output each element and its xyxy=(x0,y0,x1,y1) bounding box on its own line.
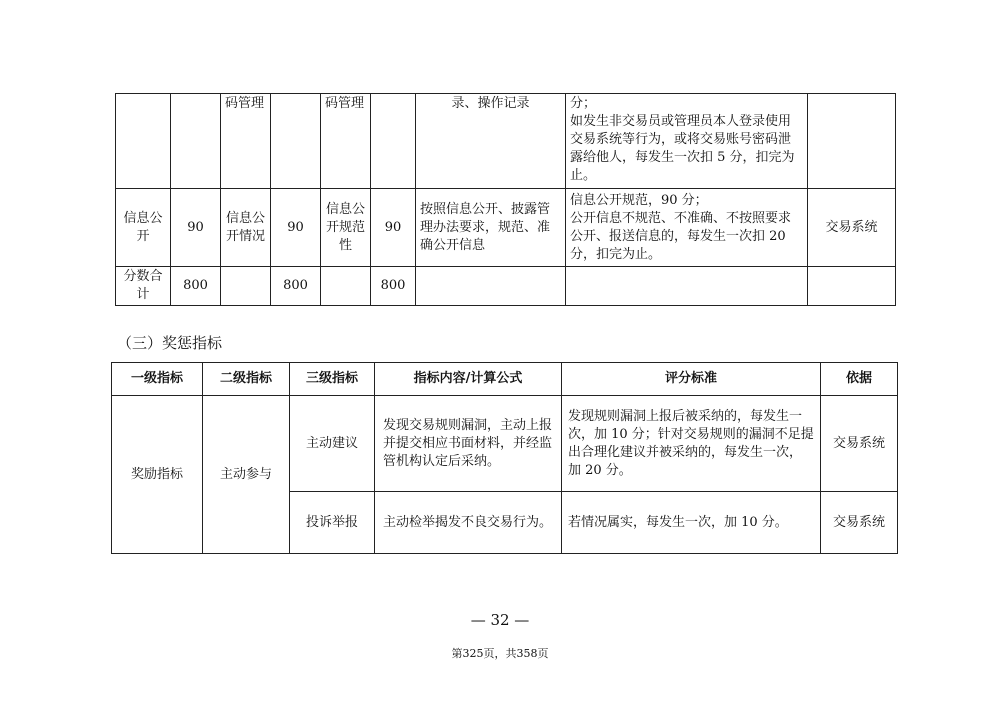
table-cell xyxy=(371,94,416,189)
table-cell xyxy=(808,267,896,306)
basis-cell: 交易系统 xyxy=(821,492,898,554)
level1-cell: 奖励指标 xyxy=(112,396,203,554)
column-header: 指标内容/计算公式 xyxy=(375,363,562,396)
table-cell: 按照信息公开、披露管理办法要求，规范、准确公开信息 xyxy=(416,189,566,267)
basis-cell: 交易系统 xyxy=(821,396,898,492)
table-cell: 录、操作记录 xyxy=(416,94,566,189)
table-header-row xyxy=(112,363,898,396)
table-cell xyxy=(221,267,271,306)
standard-cell: 若情况属实，每发生一次，加 10 分。 xyxy=(562,492,821,554)
table-cell xyxy=(271,94,321,189)
table-cell: 信息公开规范性 xyxy=(321,189,371,267)
table-cell xyxy=(116,94,171,189)
table-cell xyxy=(321,267,371,306)
table-cell: 交易系统 xyxy=(808,189,896,267)
table-row xyxy=(112,396,898,492)
table-cell xyxy=(416,267,566,306)
table-cell: 800 xyxy=(171,267,221,306)
scoring-table-continued xyxy=(115,93,896,306)
level3-cell: 投诉举报 xyxy=(290,492,375,554)
column-header: 依据 xyxy=(821,363,898,396)
table-row xyxy=(116,94,896,189)
table-cell: 分； 如发生非交易员或管理员本人登录使用交易系统等行为，或将交易账号密码泄露给他人，每发生一次扣 5 分，扣完为止。 xyxy=(566,94,808,189)
standard-cell: 发现规则漏洞上报后被采纳的，每发生一次，加 10 分；针对交易规则的漏洞不足提出合理化建议并被采纳的，每发生一次，加 20 分。 xyxy=(562,396,821,492)
table-cell: 码管理 xyxy=(221,94,271,189)
column-header: 评分标准 xyxy=(562,363,821,396)
column-header: 二级指标 xyxy=(203,363,290,396)
table-cell: 90 xyxy=(271,189,321,267)
level3-cell: 主动建议 xyxy=(290,396,375,492)
section-title: （三）奖惩指标 xyxy=(117,334,223,352)
content-cell: 主动检举揭发不良交易行为。 xyxy=(375,492,562,554)
table-cell xyxy=(808,94,896,189)
table-cell: 分数合计 xyxy=(116,267,171,306)
table-row xyxy=(116,267,896,306)
reward-indicator-table xyxy=(111,362,898,554)
table-cell xyxy=(566,267,808,306)
column-header: 三级指标 xyxy=(290,363,375,396)
table-cell: 信息公开情况 xyxy=(221,189,271,267)
table-cell xyxy=(171,94,221,189)
table-row xyxy=(116,189,896,267)
table-cell: 90 xyxy=(371,189,416,267)
table-cell: 信息公开规范，90 分； 公开信息不规范、不准确、不按照要求公开、报送信息的，每发生一次扣 20 分，扣完为止。 xyxy=(566,189,808,267)
table-cell: 码管理 xyxy=(321,94,371,189)
page-number: — 32 — xyxy=(470,611,530,629)
level2-cell: 主动参与 xyxy=(203,396,290,554)
content-cell: 发现交易规则漏洞，主动上报并提交相应书面材料，并经监管机构认定后采纳。 xyxy=(375,396,562,492)
table-cell: 800 xyxy=(271,267,321,306)
table-cell: 90 xyxy=(171,189,221,267)
column-header: 一级指标 xyxy=(112,363,203,396)
page-total: 第325页，共358页 xyxy=(451,647,549,660)
table-cell: 信息公开 xyxy=(116,189,171,267)
table-cell: 800 xyxy=(371,267,416,306)
